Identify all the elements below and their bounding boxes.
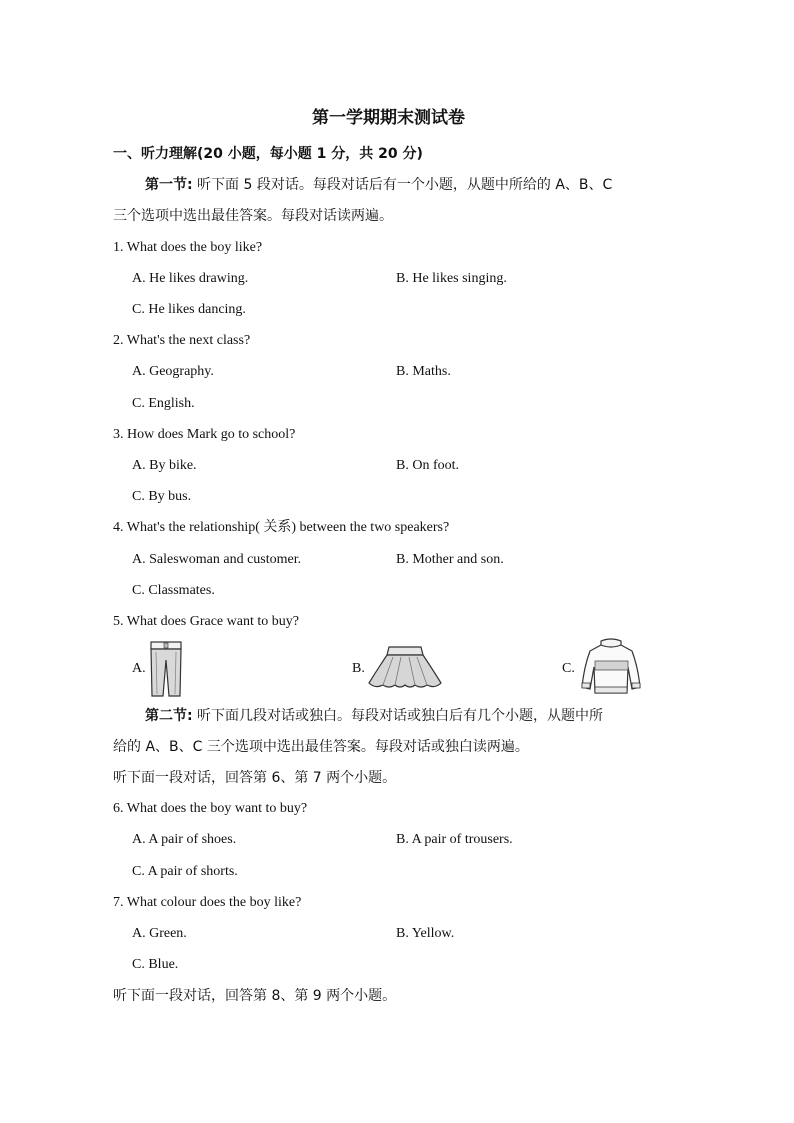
dialog-instruction: 听下面一段对话，回答第 8、第 9 两个小题。	[113, 988, 397, 1004]
option-b-label[interactable]: B.	[352, 661, 365, 676]
section1-instructions	[145, 176, 612, 194]
question-stem: 1. What does the boy like?	[113, 240, 263, 255]
option-c-label[interactable]: C.	[562, 661, 575, 676]
option-a[interactable]: A. Geography.	[132, 364, 214, 379]
option-a[interactable]: A. He likes drawing.	[132, 271, 249, 286]
section1-line2: 三个选项中选出最佳答案。每段对话读两遍。	[113, 208, 393, 224]
option-a-label[interactable]: A.	[132, 661, 146, 676]
option-a[interactable]: A. Green.	[132, 926, 187, 941]
section2-line1: 听下面几段对话或独白。每段对话或独白后有几个小题，从题中所	[192, 708, 604, 724]
section1-line1: 听下面 5 段对话。每段对话后有一个小题，从题中所给的 A、B、C	[192, 177, 613, 193]
section2-instructions	[145, 707, 603, 725]
section2-label: 第二节:	[145, 708, 193, 724]
option-c[interactable]: C. A pair of shorts.	[132, 864, 238, 879]
dialog-instruction: 听下面一段对话，回答第 6、第 7 两个小题。	[113, 770, 397, 786]
question-stem: 3. How does Mark go to school?	[113, 427, 296, 442]
question-stem: 2. What's the next class?	[113, 333, 251, 348]
option-b[interactable]: B. He likes singing.	[396, 271, 507, 286]
option-b[interactable]: B. Maths.	[396, 364, 451, 379]
trousers-icon[interactable]	[148, 640, 184, 698]
option-c[interactable]: C. Classmates.	[132, 583, 215, 598]
option-c[interactable]: C. English.	[132, 396, 195, 411]
option-c[interactable]: C. By bus.	[132, 489, 192, 504]
section2-line2: 给的 A、B、C 三个选项中选出最佳答案。每段对话或独白读两遍。	[113, 739, 529, 755]
option-b[interactable]: B. On foot.	[396, 458, 459, 473]
section1-label: 第一节:	[145, 177, 193, 193]
option-a[interactable]: A. A pair of shoes.	[132, 832, 237, 847]
sweater-icon[interactable]	[578, 637, 644, 697]
option-a[interactable]: A. By bike.	[132, 458, 197, 473]
question-stem: 5. What does Grace want to buy?	[113, 614, 299, 629]
page-title: 第一学期期末测试卷	[312, 108, 465, 128]
question-stem: 6. What does the boy want to buy?	[113, 801, 308, 816]
question-stem: 7. What colour does the boy like?	[113, 895, 302, 910]
option-c[interactable]: C. Blue.	[132, 957, 179, 972]
option-b[interactable]: B. Yellow.	[396, 926, 455, 941]
option-b[interactable]: B. A pair of trousers.	[396, 832, 513, 847]
option-a[interactable]: A. Saleswoman and customer.	[132, 552, 302, 567]
option-b[interactable]: B. Mother and son.	[396, 552, 504, 567]
part-heading: 一、听力理解(20 小题，每小题 1 分，共 20 分)	[113, 146, 423, 162]
skirt-icon[interactable]	[367, 645, 443, 691]
option-c[interactable]: C. He likes dancing.	[132, 302, 246, 317]
question-stem: 4. What's the relationship( 关系) between the two speakers?	[113, 520, 450, 535]
